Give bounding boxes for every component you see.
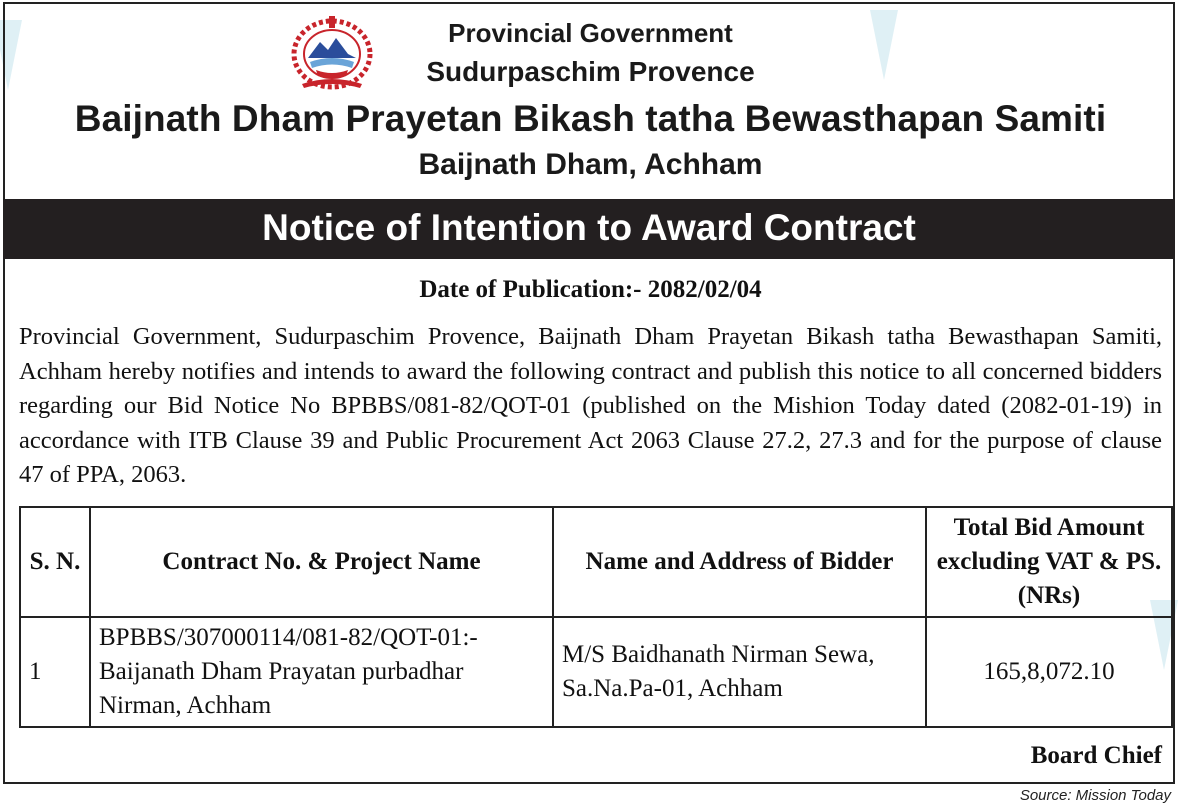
table-row — [20, 617, 1172, 727]
notice-title: Notice of Intention to Award Contract — [3, 199, 1175, 259]
publication-date-value: 2082/02/04 — [647, 276, 762, 303]
header-line-1: Provincial Government — [448, 18, 733, 48]
organization-name: Baijnath Dham Prayetan Bikash tatha Bewasthapan Samiti — [74, 98, 1107, 139]
cell-contract: BPBBS/307000114/081-82/QOT-01:- Baijanath Dham Prayatan purbadhar Nirman, Achham — [90, 617, 553, 727]
header-contract: Contract No. & Project Name — [90, 507, 553, 617]
signature: Board Chief — [1030, 742, 1162, 769]
publication-date-label: Date of Publication:- — [419, 276, 642, 303]
header-amount: Total Bid Amount excluding VAT & PS. (NRs) — [926, 507, 1172, 617]
header-line-2: Sudurpaschim Provence — [426, 56, 755, 87]
table-header-row — [20, 507, 1172, 617]
header-bidder: Name and Address of Bidder — [553, 507, 926, 617]
source-credit: Source: Mission Today — [1019, 787, 1171, 804]
header-sn: S. N. — [20, 507, 90, 617]
organization-location: Baijnath Dham, Achham — [418, 148, 763, 181]
publication-date — [0, 276, 1181, 304]
cell-sn: 1 — [20, 617, 90, 727]
award-table — [19, 506, 1173, 728]
cell-amount: 165,8,072.10 — [926, 617, 1172, 727]
cell-bidder: M/S Baidhanath Nirman Sewa, Sa.Na.Pa-01, Achham — [553, 617, 926, 727]
notice-body: Provincial Government, Sudurpaschim Provence, Baijnath Dham Prayetan Bikash tatha Bewasthapan Samiti, Achham hereby notifies and intends to award the following contract and publish this notice to all concerned bidders regarding our Bid Notice No BPBBS/081-82/QOT-01 (published on the Mishion Today dated (2082-01-19) in accordance with ITB Clause 39 and Public Procurement Act 2063 Clause 27.2, 27.3 and for the purpose of clause 47 of PPA, 2063. — [19, 323, 1162, 489]
